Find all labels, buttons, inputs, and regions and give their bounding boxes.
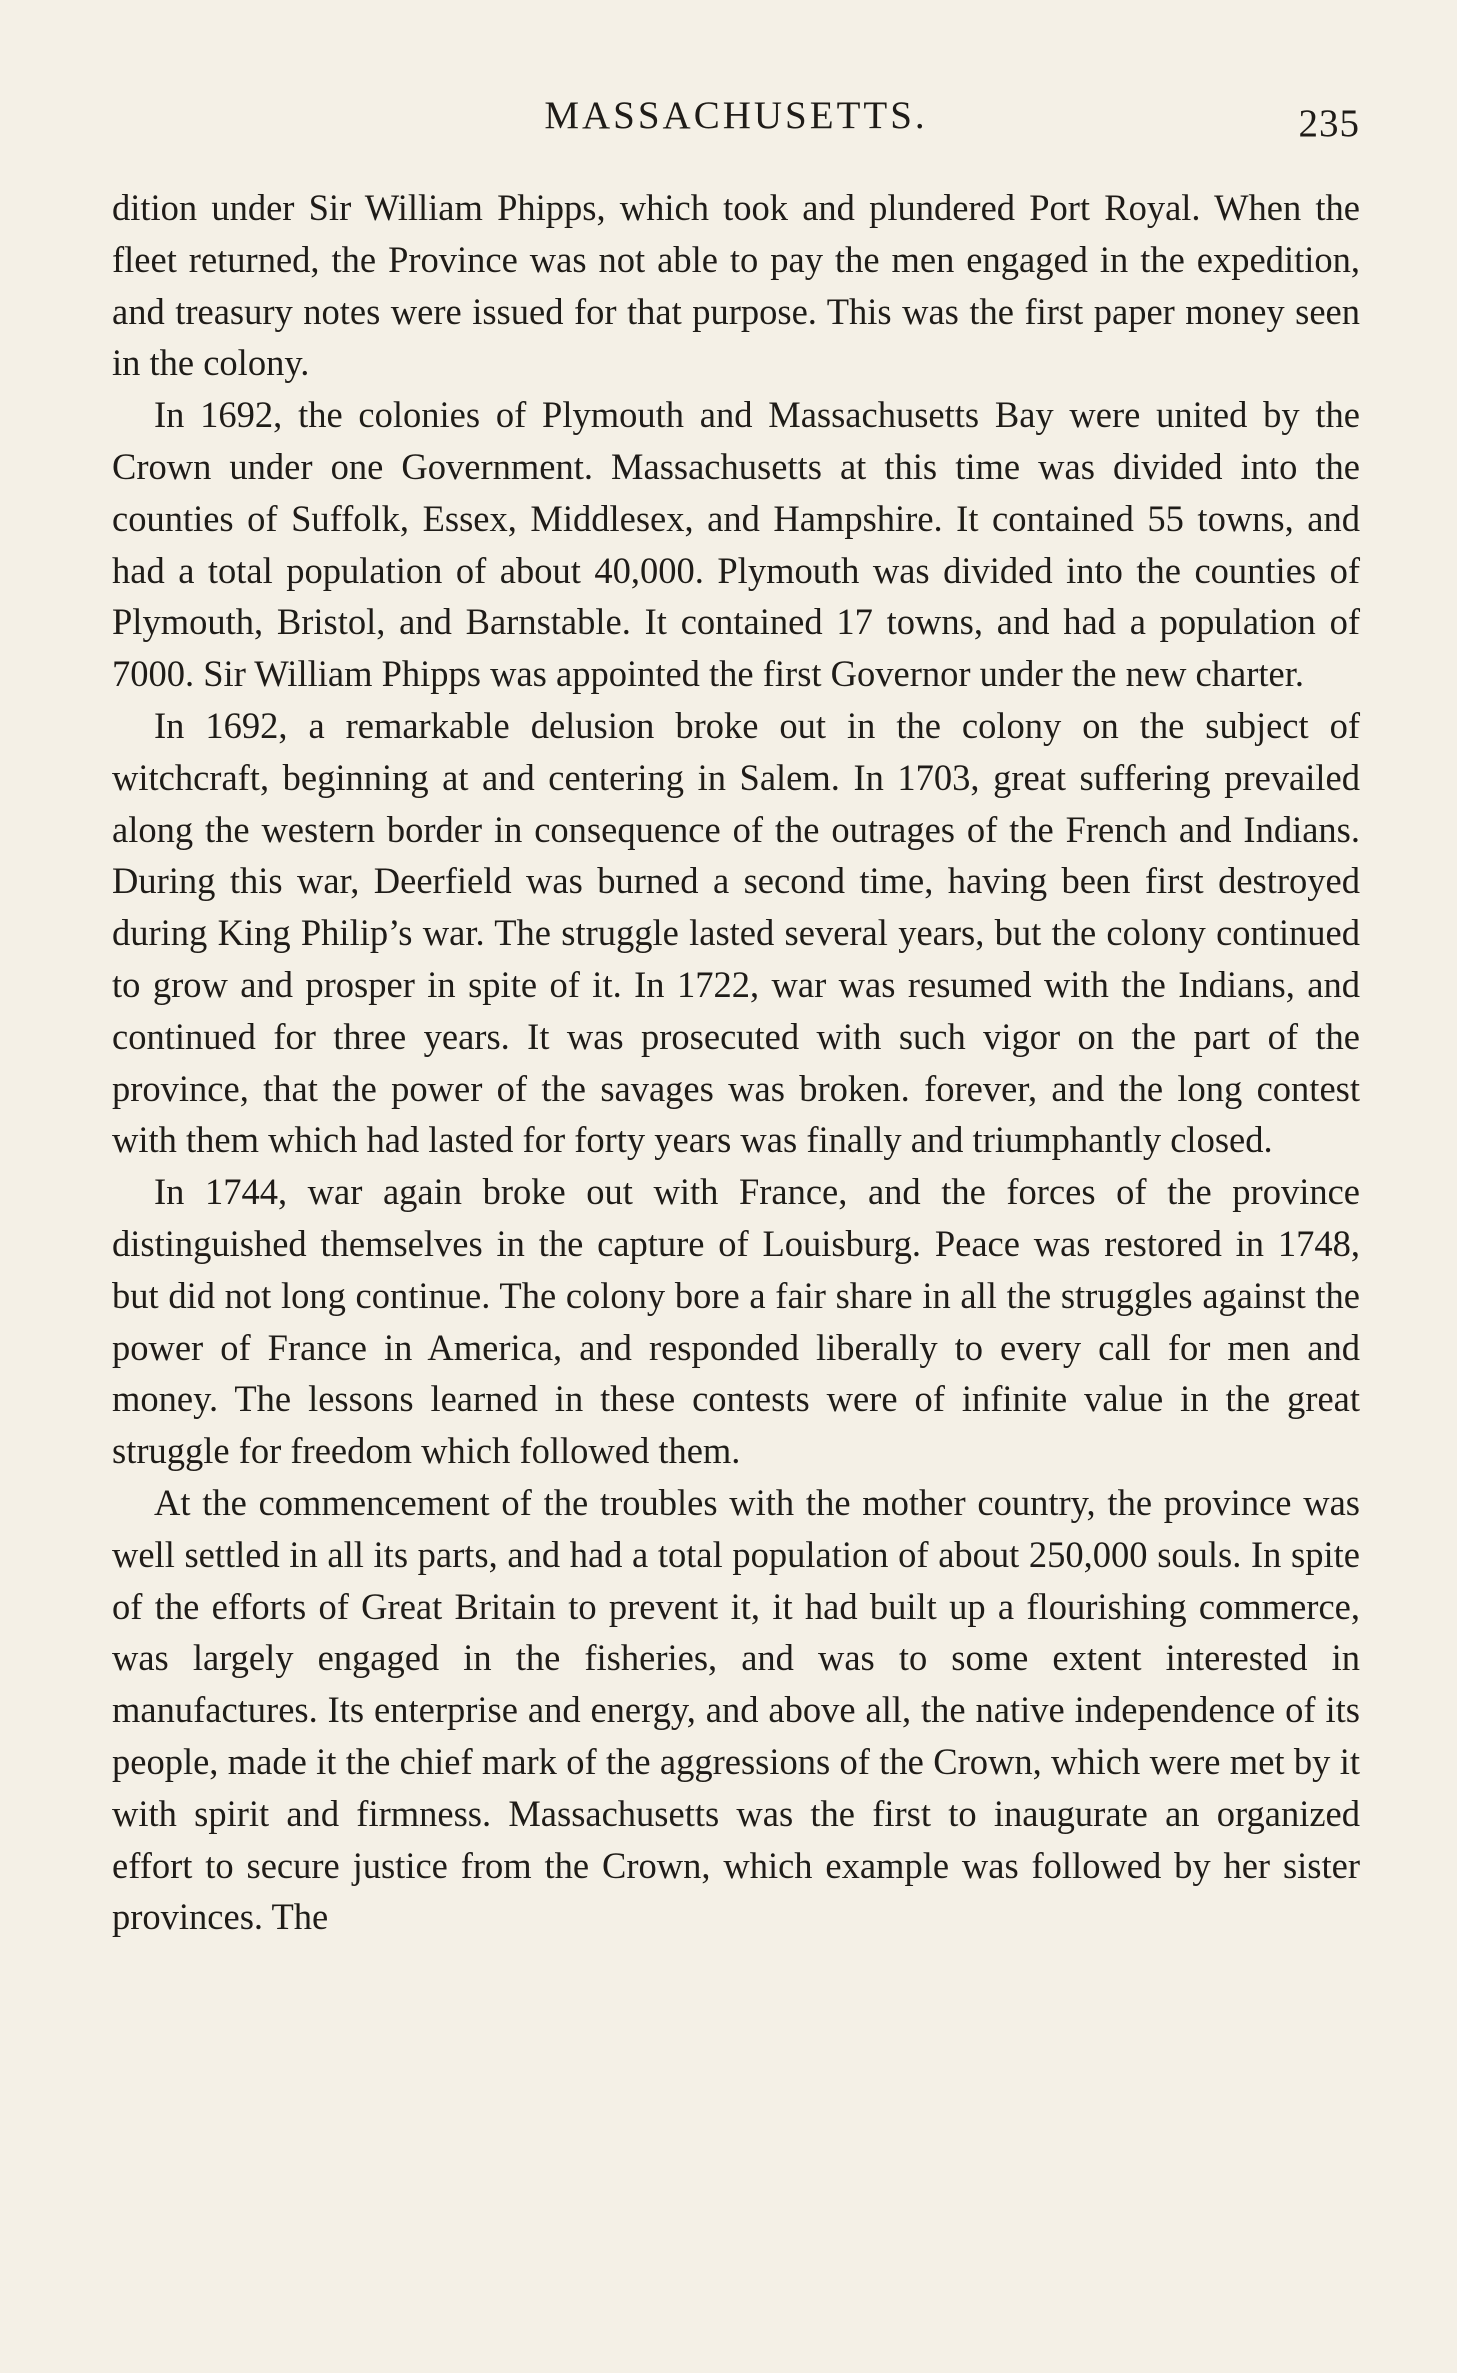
- paragraph-4: In 1744, war again broke out with France, and the forces of the province distinguished themselves in the capture of Louisburg. Peace was restored in 1748, but did not long continue. The colony bore a fair share in all the struggles against the power of France in America, and responded liberally to every call for men and money. The lessons learned in these contests were of infinite value in the great struggle for freedom which followed them.: [112, 1171, 1360, 1472]
- paragraph-5: At the commencement of the troubles with the mother country, the province was well settled in all its parts, and had a total population of about 250,000 souls. In spite of the efforts of Great Britain to prevent it, it had built up a flourishing commerce, was largely engaged in the fisheries, and was to some extent interested in manufactures. Its enterprise and energy, and above all, the native independence of its people, made it the chief mark of the aggressions of the Crown, which were met by it with spirit and firmness. Massachusetts was the first to inaugurate an organized effort to secure justice from the Crown, which example was followed by her sister provinces. The: [112, 1481, 1360, 1938]
- running-head: MASSACHUSETTS.: [544, 94, 928, 137]
- paragraph-2: In 1692, the colonies of Plymouth and Massachusetts Bay were united by the Crown under one Government. Massachusetts at this time was divided into the counties of Suffolk, Essex, Middlesex, and Hampshire. It contained 55 towns, and had a total population of about 40,000. Plymouth was divided into the counties of Plymouth, Bristol, and Barnstable. It contained 17 towns, and had a population of 7000. Sir William Phipps was appointed the first Governor under the new charter.: [112, 394, 1360, 695]
- page-header: [112, 96, 1360, 156]
- paragraph-3: In 1692, a remarkable delusion broke out in the colony on the subject of witchcraft, beginning at and centering in Salem. In 1703, great suffering prevailed along the western border in consequence of the outrages of the French and Indians. During this war, Deerfield was burned a second time, having been first destroyed during King Philip’s war. The struggle lasted several years, but the colony continued to grow and prosper in spite of it. In 1722, war was resumed with the Indians, and continued for three years. It was prosecuted with such vigor on the part of the province, that the power of the savages was broken. forever, and the long contest with them which had lasted for forty years was finally and triumphantly closed.: [112, 704, 1360, 1161]
- page-number: 235: [1298, 102, 1360, 145]
- page-body: [112, 182, 1360, 1943]
- paragraph-1: dition under Sir William Phipps, which took and plundered Port Royal. When the fleet returned, the Province was not able to pay the men engaged in the expedition, and treasury notes were issued for that purpose. This was the first paper money seen in the colony.: [112, 187, 1360, 384]
